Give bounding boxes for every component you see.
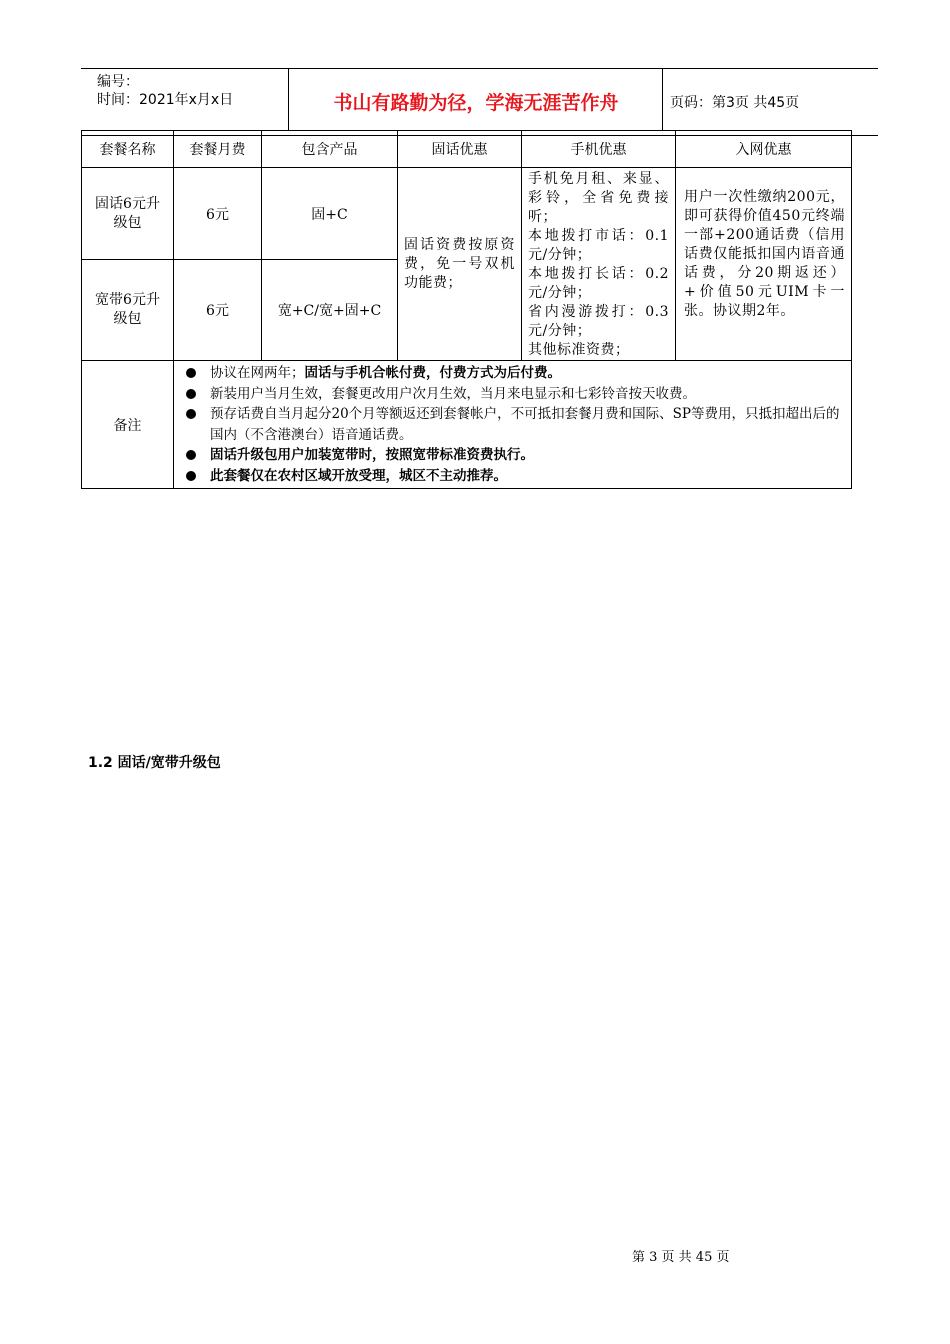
bullet-icon — [186, 450, 196, 460]
note-item — [178, 466, 851, 487]
note-item — [178, 363, 851, 384]
monthly-fee-broadband: 6元 — [174, 260, 262, 361]
page-number-label: 页码：第3页 共45页 — [670, 95, 800, 111]
table-header-row — [82, 131, 852, 168]
note-text-bold: 固话与手机合帐付费，付费方式为后付费。 — [304, 365, 561, 381]
header-package-name: 套餐名称 — [82, 131, 174, 168]
mobile-discount-line: 本地拨打市话：0.1元/分钟； — [528, 228, 669, 263]
monthly-fee-landline: 6元 — [174, 168, 262, 260]
mobile-discount-text — [522, 168, 675, 360]
header-divider-right — [662, 68, 663, 130]
document-number-label: 编号： — [97, 74, 139, 90]
note-text: 协议在网两年； — [210, 365, 305, 381]
note-item — [178, 404, 851, 445]
header-network-discount: 入网优惠 — [676, 131, 852, 168]
note-item — [178, 445, 851, 466]
note-text: 新装用户当月生效，套餐更改用户次月生效，当月来电显示和七彩铃音按天收费。 — [210, 385, 696, 402]
package-name-broadband: 宽带6元升级包 — [95, 292, 160, 327]
note-text: 预存话费自当月起分20个月等额返还到套餐帐户，不可抵扣套餐月费和国际、SP等费用，只抵扣超出后的国内（不含港澳台）语音通话费。 — [210, 406, 840, 443]
header-motto: 书山有路勤为径，学海无涯苦作舟 — [333, 92, 619, 114]
header-landline-discount: 固话优惠 — [398, 131, 522, 168]
table-row — [82, 168, 852, 260]
notes-list — [174, 361, 851, 488]
mobile-discount-line: 其他标准资费； — [528, 342, 630, 358]
page-footer: 第 3 页 共 45 页 — [632, 1250, 730, 1265]
header-monthly-fee: 套餐月费 — [174, 131, 262, 168]
products-landline: 固+C — [262, 168, 398, 260]
header-top-rule — [81, 68, 878, 69]
package-name-landline: 固话6元升级包 — [95, 195, 160, 231]
bullet-icon — [186, 368, 196, 378]
mobile-discount-line: 本地拨打长话：0.2元/分钟； — [528, 266, 669, 301]
landline-discount-text: 固话资费按原资费，免一号双机功能费； — [404, 236, 515, 291]
products-broadband: 宽+C/宽+固+C — [262, 260, 398, 361]
mobile-discount-line: 手机免月租、来显、彩铃，全省免费接听； — [528, 171, 669, 225]
header-products: 包含产品 — [262, 131, 398, 168]
header-divider-left — [288, 68, 289, 130]
note-item — [178, 384, 851, 405]
note-text: 此套餐仅在农村区域开放受理，城区不主动推荐。 — [210, 467, 507, 484]
package-table — [81, 130, 852, 489]
bullet-icon — [186, 389, 196, 399]
section-heading: 1.2 固话/宽带升级包 — [88, 755, 221, 771]
bullet-icon — [186, 471, 196, 481]
header-mobile-discount: 手机优惠 — [522, 131, 676, 168]
mobile-discount-line: 省内漫游拨打：0.3元/分钟； — [528, 304, 669, 339]
notes-label: 备注 — [82, 361, 174, 489]
note-text: 固话升级包用户加装宽带时，按照宽带标准资费执行。 — [210, 447, 534, 463]
bullet-icon — [186, 409, 196, 419]
document-time-label: 时间：2021年x月x日 — [97, 92, 234, 108]
network-discount-text: 用户一次性缴纳200元，即可获得价值450元终端一部+200通话费（信用话费仅能抵扣国内语音通话费，分20期返还）+价值50元UIM卡一张。协议期2年。 — [684, 189, 845, 319]
table-notes-row — [82, 361, 852, 489]
